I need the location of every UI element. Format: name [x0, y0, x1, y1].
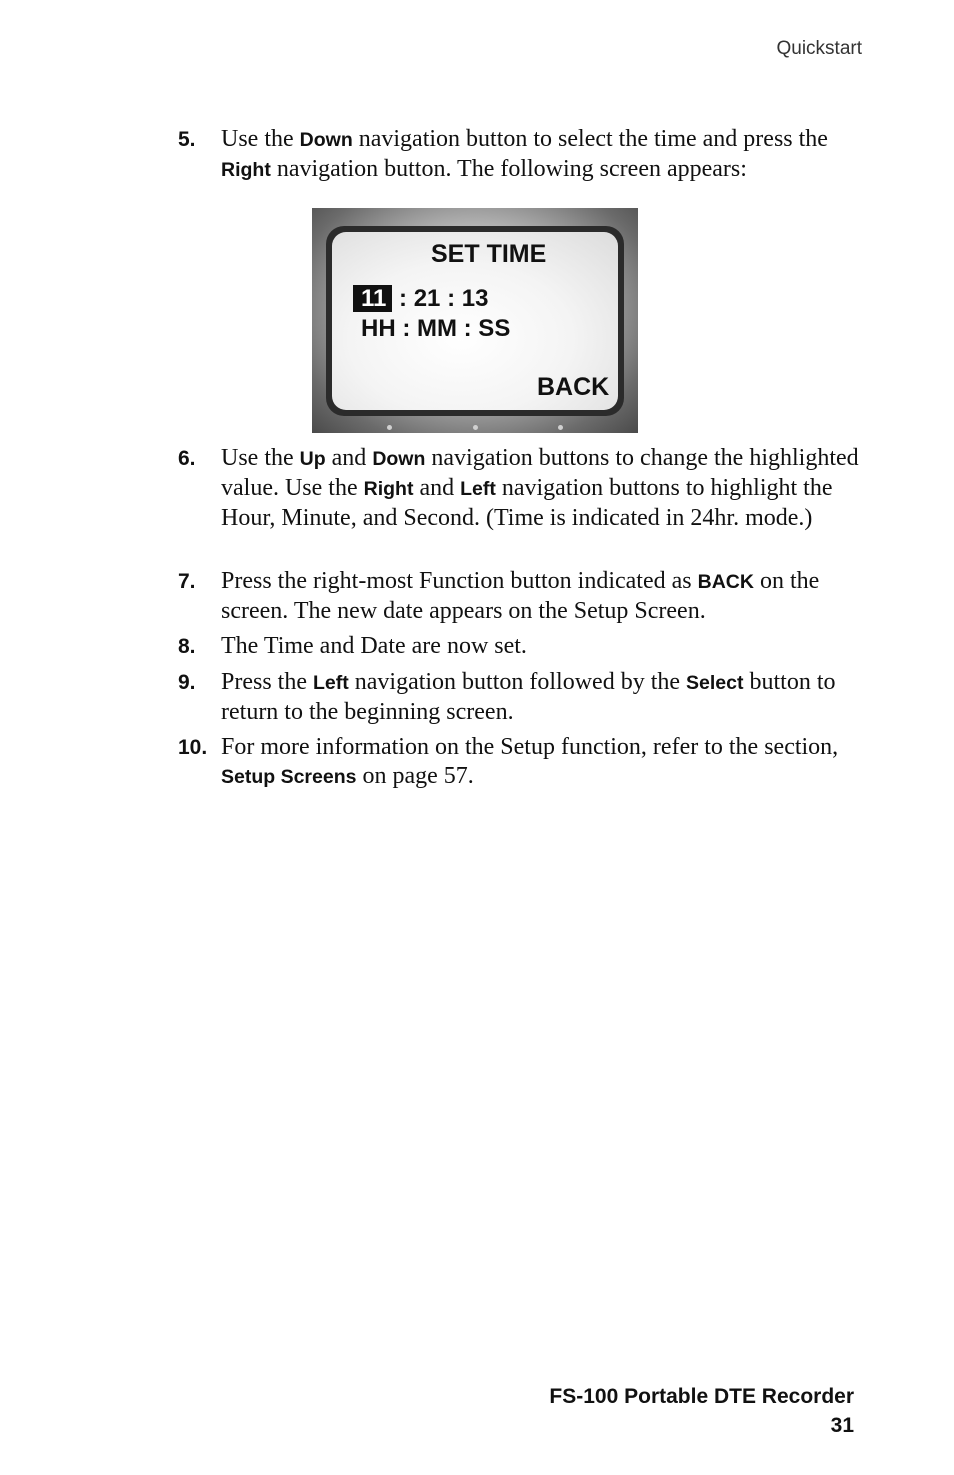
- device-screen-figure: [312, 208, 638, 433]
- back-softkey-label: BACK: [537, 373, 610, 401]
- step-number: 9.: [178, 671, 196, 694]
- step-text: Use the Up and Down navigation buttons to change the highlighted value. Use the Right and Left navigation buttons to highlight the Hour, Minute, and Second. (Time is indicated in 24hr. mode.): [221, 445, 859, 531]
- step-text: For more information on the Setup function, refer to the section, Setup Screens on page 57.: [221, 734, 839, 789]
- step-number: 7.: [178, 570, 196, 593]
- step-number: 8.: [178, 635, 196, 658]
- cross-reference-link[interactable]: Setup Screens: [221, 766, 357, 788]
- step-text: The Time and Date are now set.: [221, 633, 527, 659]
- step-number: 6.: [178, 447, 196, 470]
- page-number: 31: [830, 1414, 854, 1437]
- page-footer: [549, 1382, 854, 1440]
- screen-title: SET TIME: [431, 240, 547, 268]
- step-text: Use the Down navigation button to select the time and press the Right navigation button. The following screen appears:: [221, 126, 828, 182]
- step-10: [178, 733, 878, 792]
- step-number: 5.: [178, 128, 196, 151]
- step-number: 10.: [178, 736, 208, 759]
- running-header: Quickstart: [776, 38, 862, 59]
- step-text: Press the Left navigation button followed by the Select button to return to the beginning screen.: [221, 669, 836, 725]
- function-button-dot-right: [558, 425, 563, 430]
- step-9: [178, 668, 878, 727]
- minutes-seconds: : 21 : 13: [392, 285, 489, 312]
- product-name: FS-100 Portable DTE Recorder: [549, 1385, 854, 1408]
- function-button-dot-left: [387, 425, 392, 430]
- step-8: [178, 632, 878, 661]
- step-7: [178, 567, 878, 626]
- time-value: [353, 285, 488, 313]
- time-format-label: HH : MM : SS: [361, 315, 511, 342]
- function-button-dot-middle: [473, 425, 478, 430]
- step-6: [178, 444, 878, 533]
- lcd-display: [332, 232, 618, 410]
- step-5: [178, 125, 878, 185]
- highlighted-hour: 11: [353, 285, 392, 312]
- step-text: Press the right-most Function button indicated as BACK on the screen. The new date appears on the Setup Screen.: [221, 568, 820, 624]
